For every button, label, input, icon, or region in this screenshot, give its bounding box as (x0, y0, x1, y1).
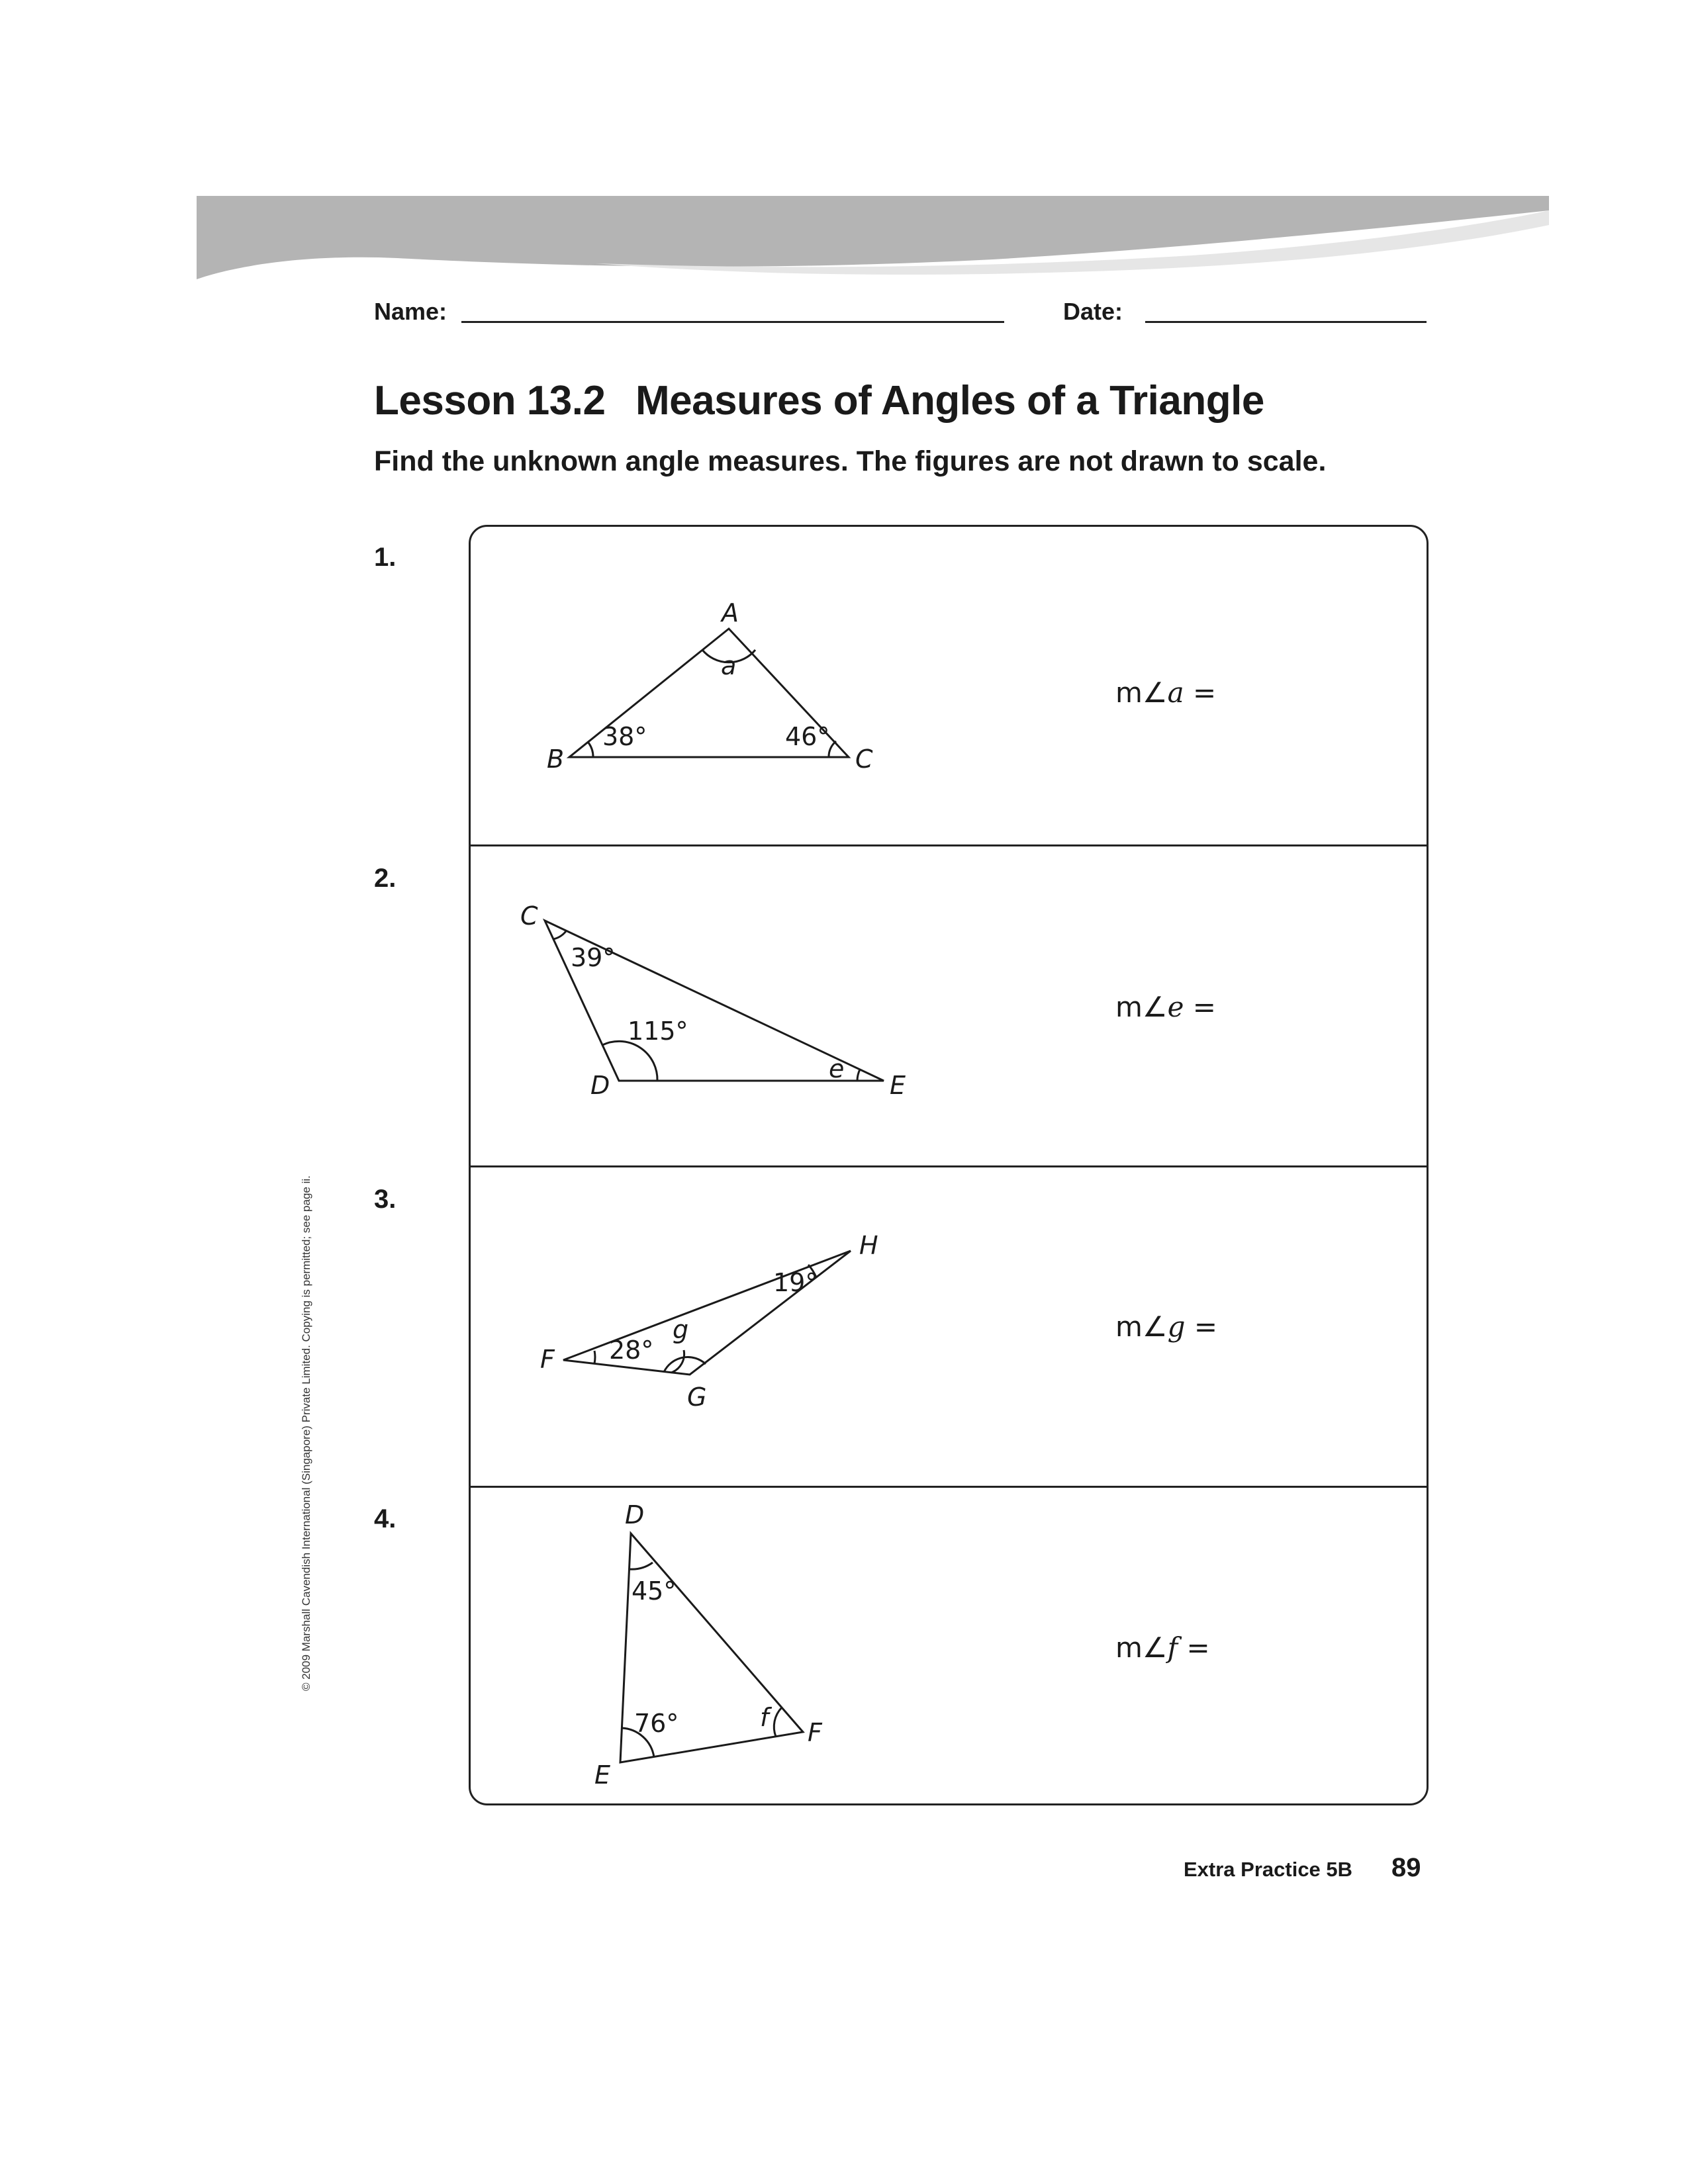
name-line[interactable] (461, 321, 1004, 323)
angle-label-f: f (760, 1703, 769, 1732)
triangle-figure-3 (469, 1165, 998, 1483)
problem-number-4: 4. (374, 1504, 397, 1533)
vertex-label-f: F (540, 1345, 555, 1374)
vertex-label-a: A (722, 598, 739, 627)
vertex-label-e: E (890, 1071, 906, 1100)
angle-label-a: a (721, 651, 737, 680)
vertex-label-c2: C (520, 901, 538, 931)
angle-arc-g (664, 1350, 706, 1373)
copyright-notice: © 2009 Marshall Cavendish International (Singapore) Private Limited. Copying is permitted; see page ii. (300, 1175, 312, 1691)
angle-label-76: 76° (634, 1709, 679, 1738)
lesson-number: Lesson 13.2 (374, 378, 606, 424)
vertex-label-f4: F (808, 1718, 822, 1747)
name-label: Name: (374, 298, 447, 325)
vertex-label-b: B (547, 745, 565, 774)
answer-prompt-3: m∠g = (1115, 1310, 1218, 1343)
problem-number-1: 1. (374, 543, 397, 572)
header-wave-banner (0, 0, 1688, 304)
vertex-label-d: D (590, 1071, 610, 1100)
angle-label-45: 45° (632, 1576, 677, 1606)
problem-number-3: 3. (374, 1185, 397, 1214)
angle-label-38: 38° (602, 722, 647, 751)
angle-arc-b (588, 742, 593, 757)
angle-arc-c2 (553, 931, 566, 939)
vertex-label-c: C (855, 745, 873, 774)
angle-label-115: 115° (628, 1017, 688, 1046)
triangle-figure-4 (469, 1486, 998, 1803)
page-number: 89 (1391, 1853, 1421, 1882)
footer-series: Extra Practice 5B (1184, 1858, 1353, 1881)
angle-label-e: e (829, 1054, 845, 1083)
answer-prompt-2: m∠e = (1115, 991, 1216, 1023)
lesson-title-row (374, 377, 1264, 424)
vertex-label-d4: D (625, 1500, 645, 1529)
angle-arc-d4 (630, 1563, 653, 1569)
vertex-label-h: H (859, 1231, 878, 1260)
instructions: Find the unknown angle measures. The figures are not drawn to scale. (374, 445, 1327, 477)
problem-number-2: 2. (374, 864, 397, 893)
triangle-figure-1 (469, 525, 998, 842)
angle-arc-f4 (774, 1707, 782, 1737)
angle-arc-e (857, 1069, 860, 1081)
angle-label-46: 46° (785, 722, 830, 751)
lesson-title: Measures of Angles of a Triangle (635, 378, 1264, 424)
answer-prompt-1: m∠a = (1115, 676, 1217, 709)
angle-label-39: 39° (571, 943, 616, 972)
angle-arc-f (594, 1351, 595, 1363)
vertex-label-g: G (687, 1383, 707, 1412)
vertex-label-e4: E (594, 1760, 611, 1790)
angle-label-28: 28° (609, 1336, 654, 1365)
triangle-figure-2 (469, 844, 998, 1162)
answer-prompt-4: m∠f = (1115, 1631, 1210, 1664)
angle-label-19: 19° (773, 1268, 818, 1297)
date-label: Date: (1063, 298, 1123, 325)
angle-label-g: g (673, 1315, 689, 1344)
date-line[interactable] (1145, 321, 1427, 323)
